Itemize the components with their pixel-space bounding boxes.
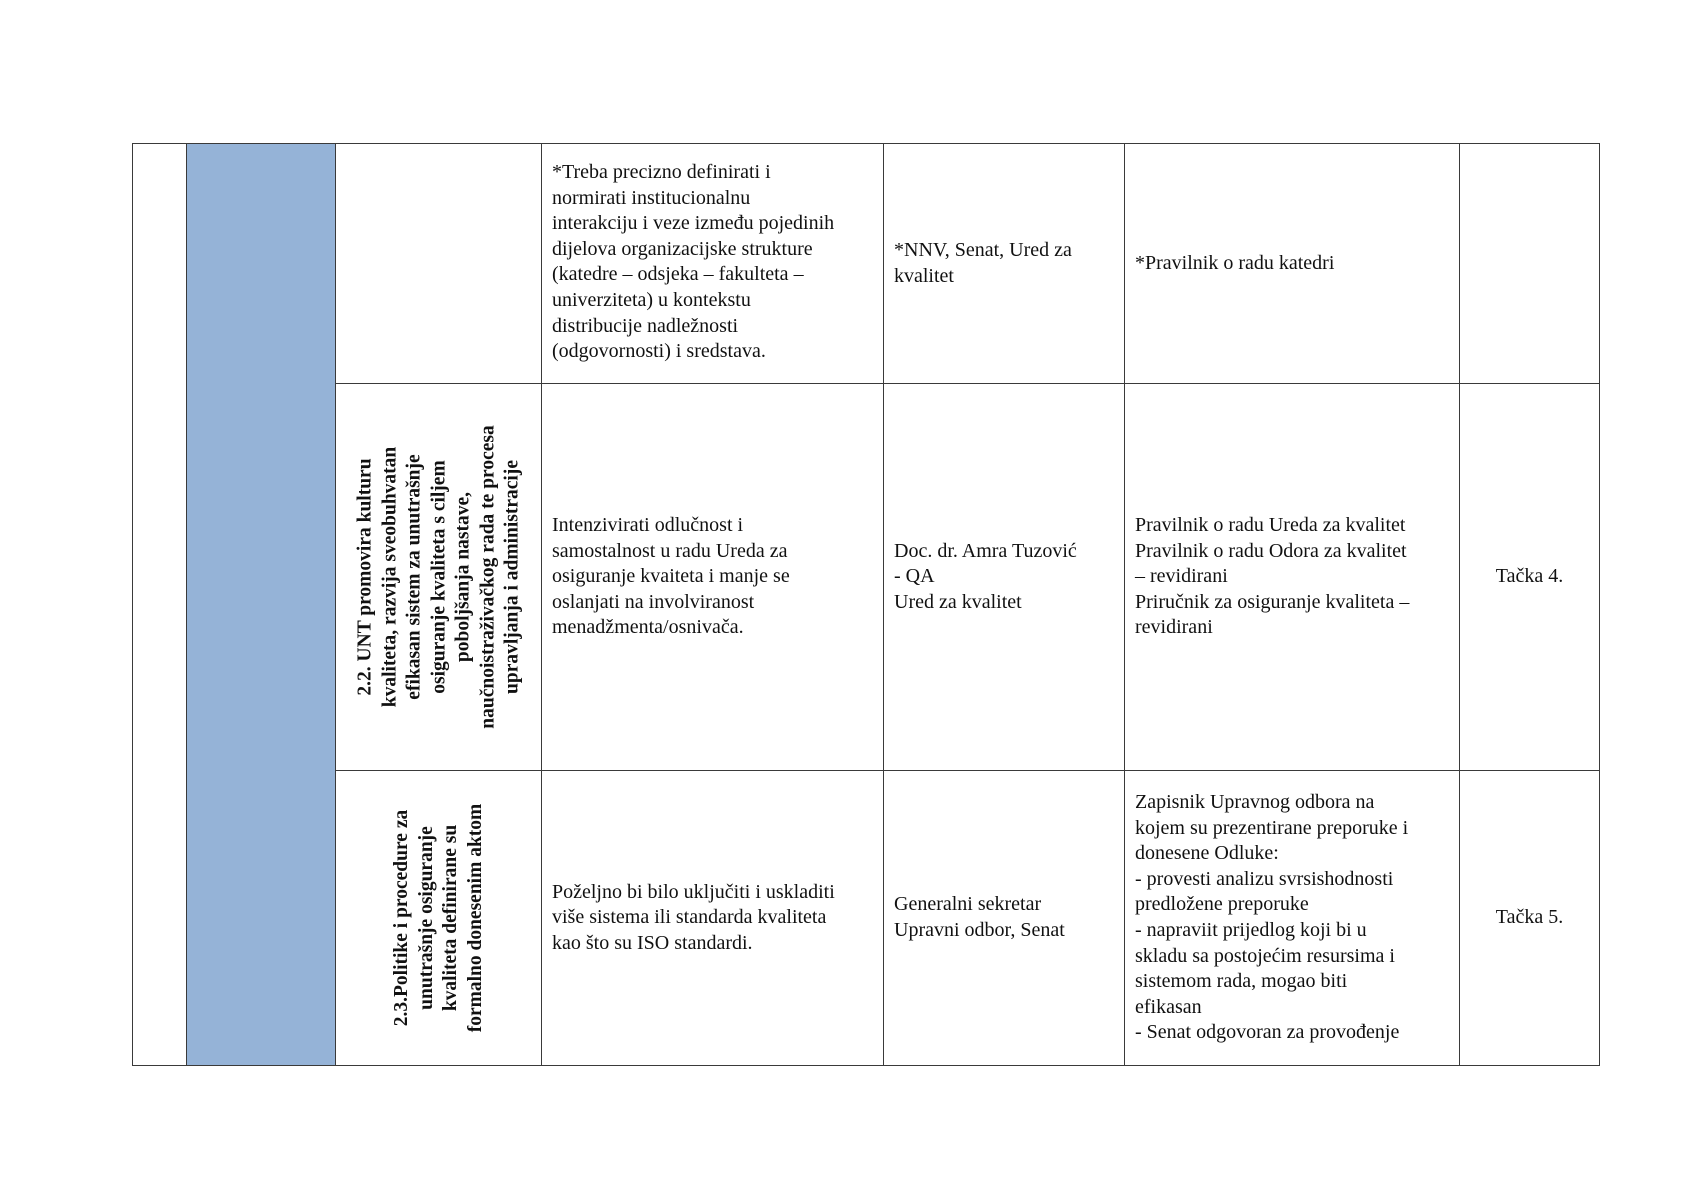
standard-cell	[336, 144, 542, 384]
evidence-cell	[1125, 771, 1460, 1066]
point-cell	[1460, 144, 1600, 384]
margin-column-cell	[133, 144, 187, 1066]
point-text: Tačka 4.	[1495, 565, 1564, 588]
table-row	[133, 144, 1600, 384]
recommendation-cell	[542, 384, 884, 771]
responsible-text: Doc. dr. Amra Tuzović - QA Ured za kvalitet	[894, 539, 1077, 613]
responsible-cell	[884, 771, 1125, 1066]
recommendation-cell	[542, 144, 884, 384]
evidence-text: Zapisnik Upravnog odbora na kojem su prezentirane preporuke i donesene Odluke: - provesti analizu svrsishodnosti predložene preporuke - napraviit prijedlog koji bi u skladu sa postojećim resursima i sistemom rada, mogao biti efikasan - Senat odgovoran za provođenje	[1135, 791, 1409, 1044]
responsible-text: Generalni sekretar Upravni odbor, Senat	[894, 893, 1065, 941]
recommendation-text: Intenzivirati odlučnost i samostalnost u radu Ureda za osiguranje kvaiteta i manje se oslanjati na involviranost menadžmenta/osnivača.	[552, 514, 790, 639]
point-text: Tačka 5.	[1495, 906, 1564, 929]
table-row	[133, 771, 1600, 1066]
recommendation-text: *Treba precizno definirati i normirati institucionalnu interakciju i veze između pojedinih dijelova organizacijske strukture (katedre – odsjeka – fakulteta – univerziteta) u kontekstu distribucije nadležnosti (odgovornosti) i sredstava.	[552, 161, 835, 363]
standard-rotated-wrap	[336, 771, 541, 1065]
standard-cell	[336, 384, 542, 771]
responsible-text: *NNV, Senat, Ured za kvalitet	[894, 238, 1072, 287]
standard-cell	[336, 771, 542, 1066]
standard-text: 2.3.Politike i procedure za unutrašnje osiguranje kvaliteta definirane su formalno donesenim aktom	[390, 803, 485, 1033]
evidence-text: Pravilnik o radu Ureda za kvalitet Pravilnik o radu Odora za kvalitet – revidirani Priručnik za osiguranje kvaliteta – revidirani	[1135, 514, 1410, 639]
table-row	[133, 384, 1600, 771]
evidence-cell	[1125, 384, 1460, 771]
point-cell	[1460, 384, 1600, 771]
recommendation-text: Poželjno bi bilo uključiti i uskladiti više sistema ili standarda kvaliteta kao što su ISO standardi.	[552, 880, 835, 954]
evidence-text: *Pravilnik o radu katedri	[1135, 251, 1335, 274]
blue-column-cell	[187, 144, 336, 1066]
recommendation-cell	[542, 771, 884, 1066]
evidence-cell	[1125, 144, 1460, 384]
standard-rotated-wrap	[336, 384, 541, 770]
action-plan-table	[132, 143, 1600, 1066]
responsible-cell	[884, 144, 1125, 384]
point-cell	[1460, 771, 1600, 1066]
standard-text: 2.2. UNT promovira kulturu kvaliteta, razvija sveobuhvatan efikasan sistem za unutrašnje osiguranje kvaliteta s ciljem poboljšanja nastave, naučnoistraživačkog rada te procesa upravljanja i administracije	[353, 425, 522, 729]
responsible-cell	[884, 384, 1125, 771]
